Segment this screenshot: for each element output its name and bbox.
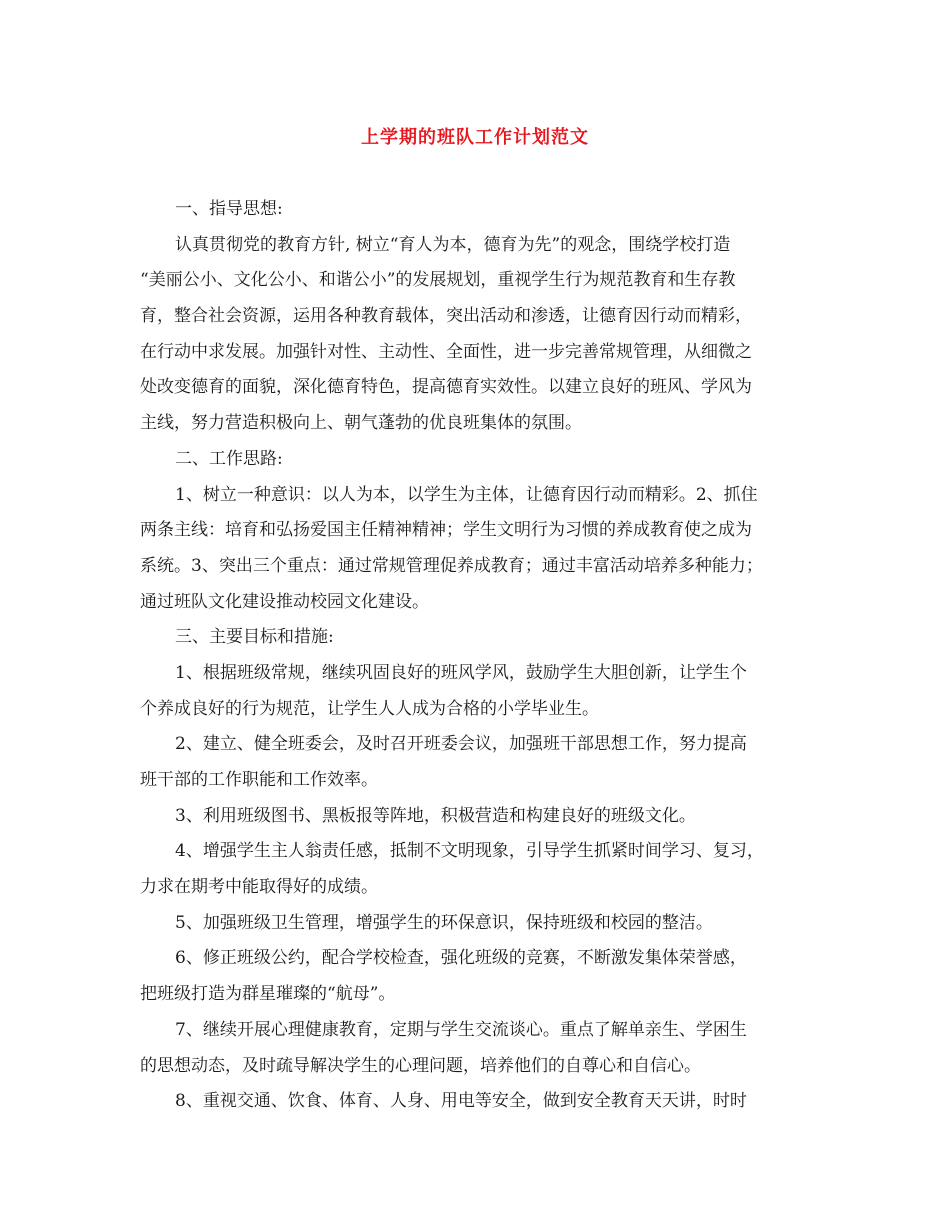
text-line: 班干部的工作职能和工作效率。: [140, 770, 378, 790]
text-line: 5、加强班级卫生管理，增强学生的环保意识，保持班级和校园的整洁。: [175, 912, 713, 933]
text-line: 三、主要目标和措施:: [175, 627, 334, 648]
text-line: 系统。3、突出三个重点：通过常规管理促养成教育；通过丰富活动培养多种能力；: [140, 555, 763, 576]
text-line: 主线，努力营造积极向上、朝气蓬勃的优良班集体的氛围。: [140, 413, 582, 434]
text-line: 把班级打造为群星璀璨的“航母”。: [140, 984, 396, 1005]
text-line: 的思想动态，及时疏导解决学生的心理问题，培养他们的自尊心和自信心。: [140, 1055, 701, 1076]
text-line: 个养成良好的行为规范，让学生人人成为合格的小学毕业生。: [140, 698, 599, 719]
text-line: 1、树立一种意识：以人为本，以学生为主体，让德育因行动而精彩。2、抓住: [175, 484, 758, 505]
document-title: 上学期的班队工作计划范文: [361, 127, 589, 148]
text-line: 7、继续开展心理健康教育，定期与学生交流谈心。重点了解单亲生、学困生: [175, 1019, 747, 1040]
text-line: 育，整合社会资源，运用各种教育载体，突出活动和渗透，让德育因行动而精彩，: [140, 306, 752, 327]
text-line: “美丽公小、文化公小、和谐公小”的发展规划，重视学生行为规范教育和生存教: [140, 270, 736, 291]
text-line: 3、利用班级图书、黑板报等阵地，积极营造和构建良好的班级文化。: [175, 805, 696, 826]
text-line: 1、根据班级常规，继续巩固良好的班风学风，鼓励学生大胆创新，让学生个: [175, 662, 747, 683]
text-line: 8、重视交通、饮食、体育、人身、用电等安全，做到安全教育天天讲，时时: [175, 1091, 747, 1112]
text-line: 4、增强学生主人翁责任感，抵制不文明现象，引导学生抓紧时间学习、复习，: [175, 841, 764, 862]
text-line: 处改变德育的面貌，深化德育特色，提高德育实效性。以建立良好的班风、学风为: [140, 377, 752, 398]
document-body: [140, 192, 825, 1120]
text-line: 二、工作思路:: [175, 448, 283, 469]
text-line: 一、指导思想:: [175, 199, 283, 219]
text-line: 2、建立、健全班委会，及时召开班委会议，加强班干部思想工作，努力提高: [175, 734, 747, 755]
text-line: 6、修正班级公约，配合学校检查，强化班级的竞赛，不断激发集体荣誉感，: [175, 948, 747, 969]
text-line: 力求在期考中能取得好的成绩。: [140, 877, 378, 898]
text-line: 两条主线：培育和弘扬爱国主任精神精神；学生文明行为习惯的养成教育使之成为: [140, 520, 752, 541]
text-line: 通过班队文化建设推动校园文化建设。: [140, 591, 429, 612]
text-line: 在行动中求发展。加强针对性、主动性、全面性，进一步完善常规管理，从细微之: [140, 341, 752, 362]
text-line: 认真贯彻党的教育方针, 树立“育人为本，德育为先”的观念，围绕学校打造: [175, 234, 731, 255]
